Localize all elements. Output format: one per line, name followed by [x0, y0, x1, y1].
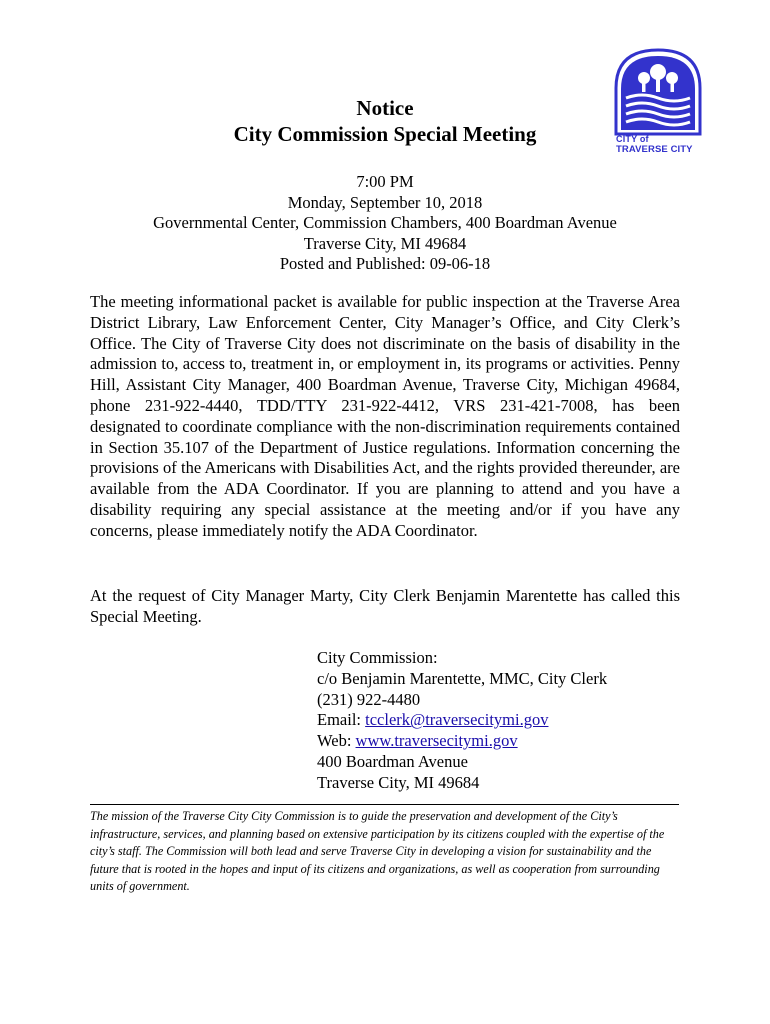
notice-title: Notice: [356, 96, 414, 120]
logo-traverse-city-text: TRAVERSE CITY: [616, 144, 693, 155]
footer-divider: [90, 804, 679, 805]
posted-date: Posted and Published: 09-06-18: [279, 254, 491, 273]
logo-city-of-text: CITY of: [616, 134, 649, 144]
mission-statement: The mission of the Traverse City City Commission is to guide the preservation and development of the City’s infrastructure, services, and planning based on extensive participation by its citizens coupled with the expertise of the city’s staff. The Commission will both lead and serve Traverse City in developing a vision for sustainability and the future that is rooted in the hopes and input of its citizens and organizations, as well as cooperation from surrounding units of government.: [90, 809, 665, 893]
meeting-title: City Commission Special Meeting: [233, 122, 537, 146]
contact-web-row: [317, 731, 607, 752]
contact-org: City Commission:: [317, 648, 438, 667]
contact-email-row: [317, 710, 607, 731]
contact-block: [317, 648, 607, 794]
email-label: Email:: [317, 710, 366, 730]
email-link[interactable]: tcclerk@traversecitymi.gov: [365, 710, 549, 730]
contact-phone: (231) 922-4480: [317, 689, 421, 709]
web-label: Web:: [317, 731, 356, 751]
meeting-time: 7:00 PM: [356, 172, 414, 191]
contact-address2: Traverse City, MI 49684: [317, 772, 480, 792]
contact-address1: 400 Boardman Avenue: [317, 751, 468, 771]
request-paragraph: At the request of City Manager Marty, City Clerk Benjamin Marentette has called this Special Meeting.: [90, 586, 680, 626]
meeting-location: Governmental Center, Commission Chambers, 400 Boardman Avenue: [153, 213, 617, 232]
contact-clerk: c/o Benjamin Marentette, MMC, City Clerk: [317, 668, 608, 688]
meeting-city: Traverse City, MI 49684: [303, 234, 467, 253]
accessibility-paragraph: The meeting informational packet is available for public inspection at the Traverse Area District Library, Law Enforcement Center, City Manager’s Office, and City Clerk’s Office. The City of Traverse City does not discriminate on the basis of disability in the admission to, access to, treatment in, or employment in, its programs or activities. Penny Hill, Assistant City Manager, 400 Boardman Avenue, Traverse City, Michigan 49684, phone 231-922-4440, TDD/TTY 231-922-4412, VRS 231-421-7008, has been designated to coordinate compliance with the non-discrimination requirements contained in Section 35.107 of the Department of Justice regulations. Information concerning the provisions of the Americans with Disabilities Act, and the rights provided thereunder, are available from the ADA Coordinator. If you are planning to attend and you have a disability requiring any special assistance at the meeting and/or if you have any concerns, please immediately notify the ADA Coordinator.: [90, 292, 680, 540]
meeting-date: Monday, September 10, 2018: [287, 193, 483, 212]
web-link[interactable]: www.traversecitymi.gov: [355, 731, 518, 751]
